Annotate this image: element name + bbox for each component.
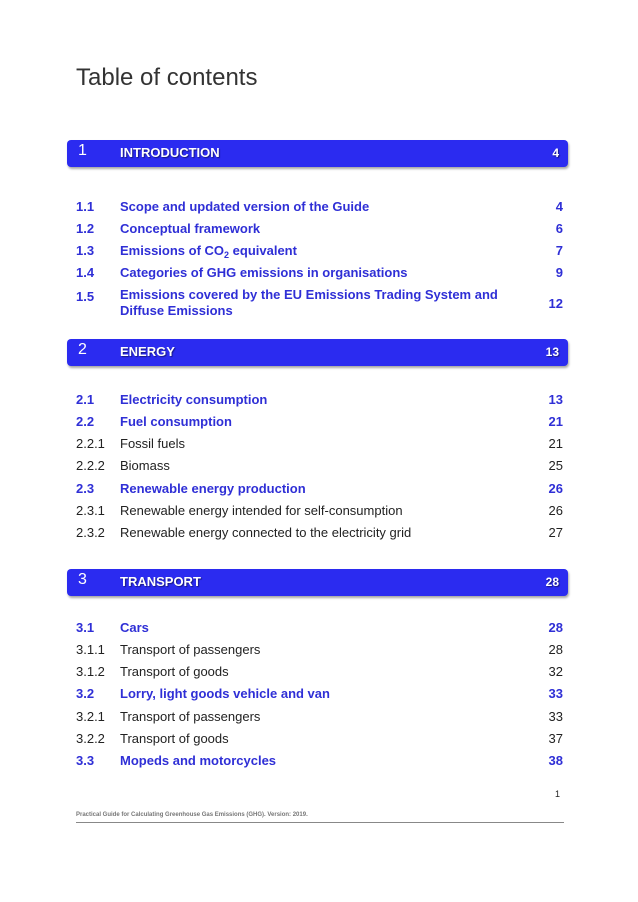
chapter-bar-transport[interactable] (67, 569, 568, 596)
entry-page-number: 7 (555, 243, 563, 258)
entry-number: 1.4 (76, 265, 95, 280)
entry-number: 2.2 (76, 414, 95, 429)
entry-number: 2.3.2 (76, 525, 105, 540)
entry-number: 2.3.1 (76, 503, 105, 518)
chapter-number: 3 (78, 571, 87, 588)
footer-text: Practical Guide for Calculating Greenhouse Gas Emissions (GHG). Version: 2019. (76, 812, 308, 818)
entry-page-number: 33 (548, 686, 563, 701)
entry-label: Renewable energy connected to the electricity grid (120, 525, 412, 540)
entry-page-number: 27 (548, 525, 563, 540)
entry-label-main: Emissions of CO (120, 243, 225, 258)
chapter-title: TRANSPORT (120, 574, 201, 589)
entry-page-number: 38 (548, 753, 563, 768)
entry-page-number: 33 (548, 709, 563, 724)
chapter-page-number: 4 (552, 146, 559, 160)
entry-number: 3.2 (76, 686, 95, 701)
entry-label: Transport of passengers (120, 709, 261, 724)
page-number: 1 (554, 789, 560, 799)
entry-label (120, 243, 520, 263)
chapter-title: INTRODUCTION (120, 145, 220, 160)
chapter-bar-energy[interactable] (67, 339, 568, 366)
entry-number: 3.1 (76, 620, 95, 635)
entry-number: 2.3 (76, 481, 95, 496)
entry-page-number: 6 (555, 221, 563, 236)
entry-number: 3.1.2 (76, 664, 105, 679)
entry-label: Electricity consumption (120, 392, 268, 407)
entry-page-number: 37 (548, 731, 563, 746)
toc-entry-1-5[interactable] (76, 287, 563, 321)
entry-page-number: 21 (548, 414, 563, 429)
entry-page-number: 26 (548, 503, 563, 518)
entry-number: 3.3 (76, 753, 95, 768)
entry-number: 1.5 (76, 289, 95, 304)
entry-label: Scope and updated version of the Guide (120, 199, 370, 214)
entry-number: 3.2.1 (76, 709, 105, 724)
chapter-title: ENERGY (120, 344, 175, 359)
entry-page-number: 32 (548, 664, 563, 679)
entry-page-number: 13 (548, 392, 563, 407)
entry-number: 1.3 (76, 243, 95, 258)
entry-label-suffix: equivalent (229, 243, 297, 258)
entry-label: Renewable energy production (120, 481, 306, 496)
entry-label: Emissions covered by the EU Emissions Trading System and Diffuse Emissions (120, 287, 498, 318)
entry-number: 2.2.2 (76, 458, 105, 473)
entry-page-number: 25 (548, 458, 563, 473)
entry-label: Fossil fuels (120, 436, 186, 451)
entry-page-number: 26 (548, 481, 563, 496)
page-title: Table of contents (76, 64, 258, 91)
chapter-page-number: 28 (545, 575, 559, 589)
entry-number: 1.1 (76, 199, 95, 214)
entry-label: Renewable energy intended for self-consumption (120, 503, 403, 518)
entry-label: Biomass (120, 458, 170, 473)
chapter-number: 1 (78, 142, 87, 159)
entry-page-number: 12 (548, 296, 563, 311)
entry-number: 3.2.2 (76, 731, 105, 746)
entry-number: 2.1 (76, 392, 95, 407)
entry-label: Conceptual framework (120, 221, 261, 236)
entry-label: Fuel consumption (120, 414, 232, 429)
entry-page-number: 28 (548, 642, 563, 657)
entry-page-number: 28 (548, 620, 563, 635)
entry-label-subscript: 2 (224, 250, 230, 260)
entry-label: Transport of goods (120, 731, 229, 746)
entry-page-number: 4 (555, 199, 563, 214)
entry-label: Categories of GHG emissions in organisations (120, 265, 408, 280)
entry-page-number: 9 (555, 265, 563, 280)
entry-label: Lorry, light goods vehicle and van (120, 686, 330, 701)
entry-label: Transport of passengers (120, 642, 261, 657)
entry-label: Cars (120, 620, 149, 635)
entry-label: Mopeds and motorcycles (120, 753, 277, 768)
entry-number: 1.2 (76, 221, 95, 236)
entry-page-number: 21 (548, 436, 563, 451)
chapter-page-number: 13 (545, 345, 559, 359)
footer-divider (76, 822, 564, 823)
chapter-bar-introduction[interactable] (67, 140, 568, 167)
entry-number: 2.2.1 (76, 436, 105, 451)
entry-label: Transport of goods (120, 664, 229, 679)
chapter-number: 2 (78, 341, 87, 358)
entry-number: 3.1.1 (76, 642, 105, 657)
